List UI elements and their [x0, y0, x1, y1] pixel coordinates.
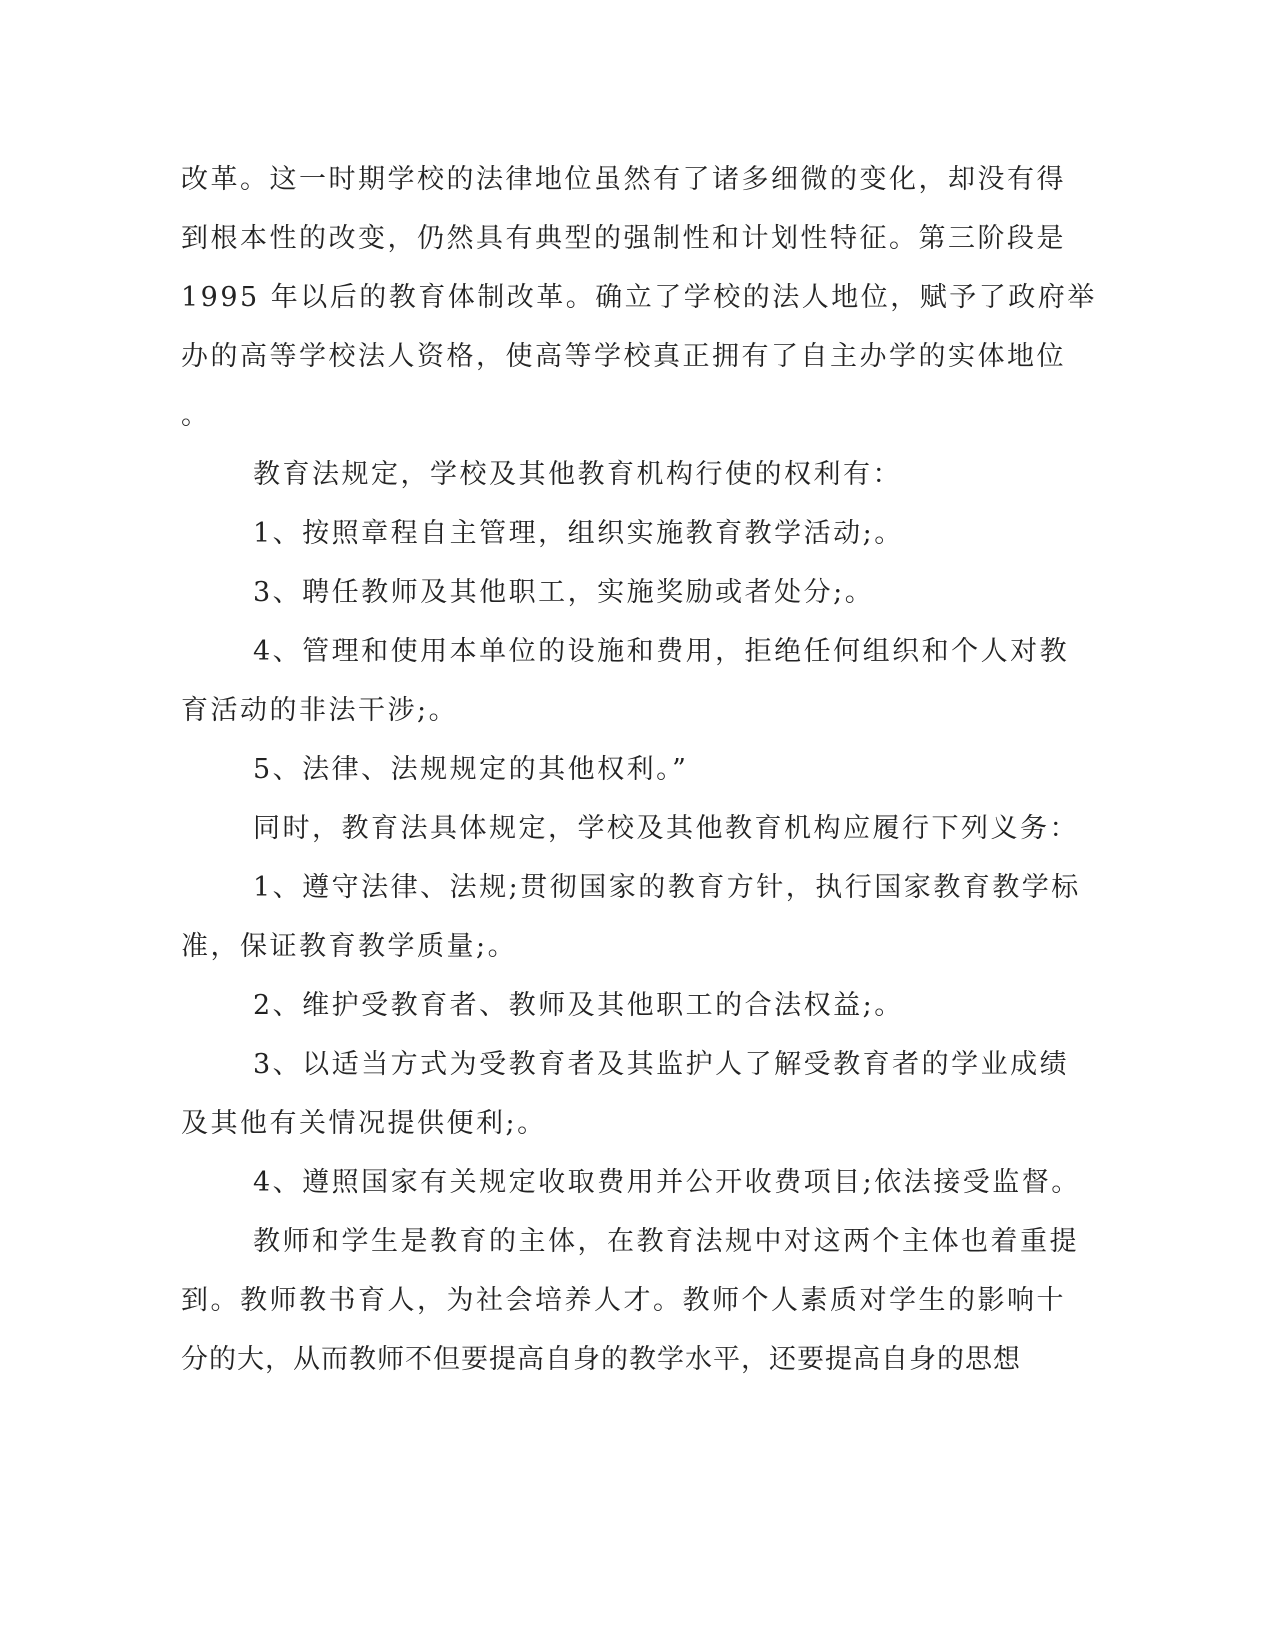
text-line: 办的高等学校法人资格，使高等学校真正拥有了自主办学的实体地位: [181, 341, 1066, 372]
text-line: 教师和学生是教育的主体，在教育法规中对这两个主体也着重提: [253, 1226, 1079, 1257]
list-item: 1、按照章程自主管理，组织实施教育教学活动;。: [253, 518, 904, 549]
list-item: 2、维护受教育者、教师及其他职工的合法权益;。: [253, 990, 904, 1021]
text-line: 到根本性的改变，仍然具有典型的强制性和计划性特征。第三阶段是: [181, 223, 1066, 254]
list-item: 3、以适当方式为受教育者及其监护人了解受教育者的学业成绩: [253, 1049, 1070, 1080]
text-line: 准，保证教育教学质量;。: [181, 931, 518, 962]
list-item: 4、管理和使用本单位的设施和费用，拒绝任何组织和个人对教: [253, 636, 1070, 667]
text-line: 同时，教育法具体规定，学校及其他教育机构应履行下列义务：: [253, 813, 1079, 844]
list-item: 3、聘任教师及其他职工，实施奖励或者处分;。: [253, 577, 875, 608]
text-line: 改革。这一时期学校的法律地位虽然有了诸多细微的变化，却没有得: [181, 164, 1066, 195]
text-line: 及其他有关情况提供便利;。: [181, 1108, 547, 1139]
text-line: 育活动的非法干涉;。: [181, 695, 459, 726]
text-line: 1995 年以后的教育体制改革。确立了学校的法人地位，赋予了政府举: [181, 282, 1097, 313]
list-item: 4、遵照国家有关规定收取费用并公开收费项目;依法接受监督。: [253, 1167, 1081, 1198]
text-line: 分的大，从而教师不但要提高自身的教学水平，还要提高自身的思想: [181, 1344, 1021, 1375]
list-item: 5、法律、法规规定的其他权利。”: [253, 754, 689, 785]
text-line: 到。教师教书育人，为社会培养人才。教师个人素质对学生的影响十: [181, 1285, 1066, 1316]
text-line: 教育法规定，学校及其他教育机构行使的权利有：: [253, 459, 902, 490]
text-line: 。: [181, 400, 211, 431]
list-item: 1、遵守法律、法规;贯彻国家的教育方针，执行国家教育教学标: [253, 872, 1081, 903]
